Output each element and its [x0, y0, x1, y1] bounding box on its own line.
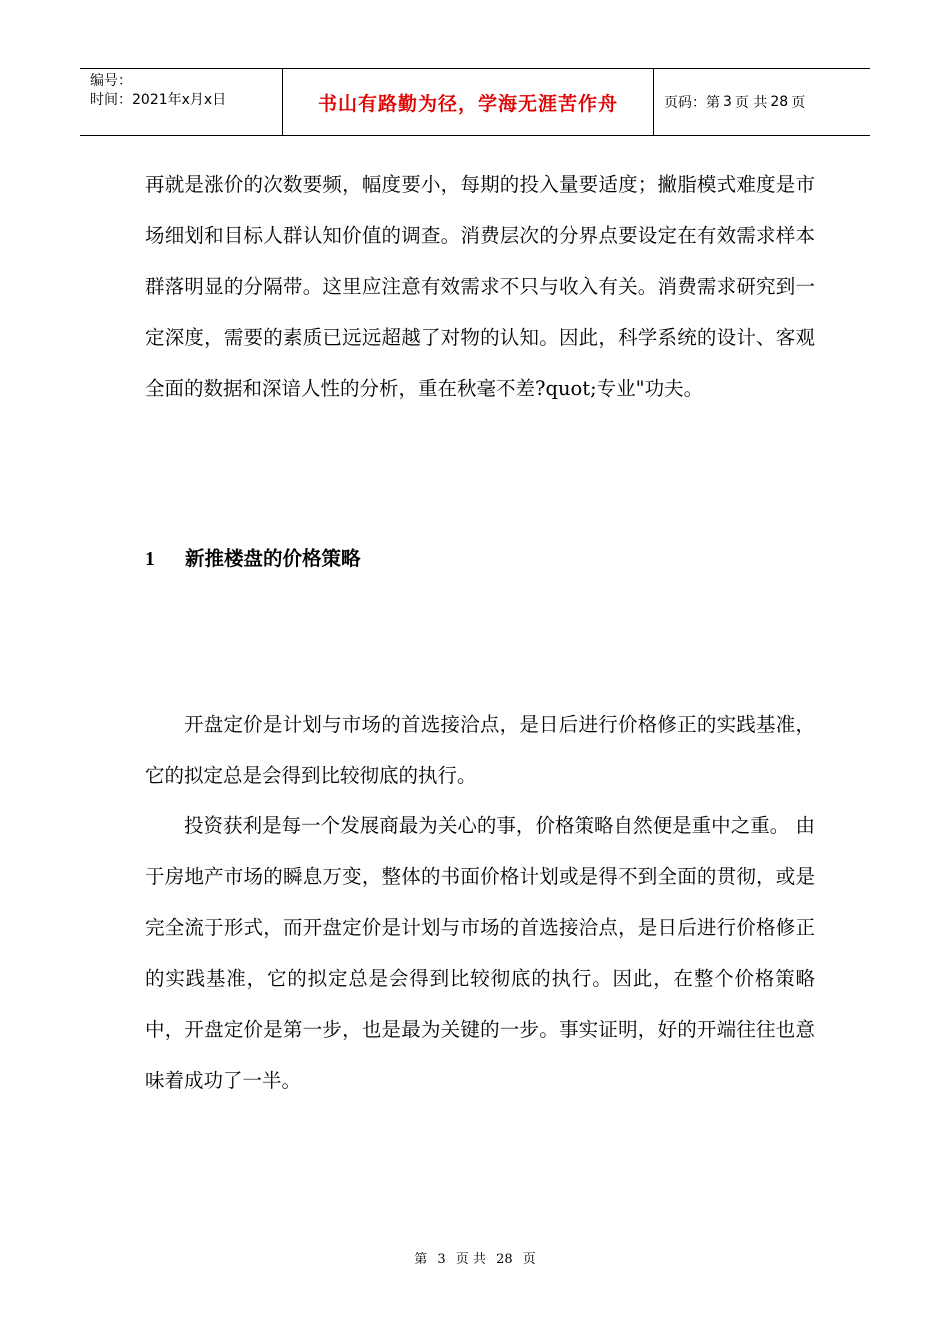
- footer-mid: 页 共: [455, 1252, 486, 1267]
- page-header: [80, 68, 870, 136]
- section-heading: [145, 543, 361, 571]
- header-page-info: [654, 69, 870, 135]
- footer-suffix: 页: [522, 1252, 536, 1267]
- paragraph-2: 开盘定价是计划与市场的首选接洽点，是日后进行价格修正的实践基准，它的拟定总是会得到比较彻底的执行。: [145, 713, 815, 787]
- page-footer: [0, 1248, 950, 1267]
- header-motto: 书山有路勤为径，学海无涯苦作舟: [282, 69, 654, 135]
- page-current: 3: [723, 94, 732, 110]
- paragraph-3: 投资获利是每一个发展商最为关心的事，价格策略自然便是重中之重。 由于房地产市场的瞬息万变，整体的书面价格计划或是得不到全面的贯彻，或是完全流于形式，而开盘定价是计划与市场的首选接洽点，是日后进行价格修正的实践基准，它的拟定总是会得到比较彻底的执行。因此，在整个价格策略中，开盘定价是第一步，也是最为关键的一步。事实证明，好的开端往往也意味着成功了一半。: [145, 814, 815, 1092]
- paragraph-1: 再就是涨价的次数要频，幅度要小，每期的投入量要适度；撇脂模式难度是市场细划和目标人群认知价值的调查。消费层次的分界点要设定在有效需求样本群落明显的分隔带。这里应注意有效需求不只与收入有关。消费需求研究到一定深度，需要的素质已远远超越了对物的认知。因此，科学系统的设计、客观全面的数据和深谙人性的分析，重在秋毫不差?quot;专业"功夫。: [145, 173, 815, 400]
- section-title: 新推楼盘的价格策略: [185, 547, 361, 570]
- page-total: 28: [770, 94, 789, 110]
- date-line: 时间：2021年x月x日: [90, 92, 227, 108]
- page-mid: 页 共: [734, 95, 768, 111]
- page-prefix: 页码：第: [664, 95, 720, 111]
- footer-current: 3: [437, 1252, 446, 1267]
- section-number: 1: [145, 549, 155, 570]
- footer-total: 28: [496, 1252, 513, 1267]
- footer-prefix: 第: [414, 1252, 428, 1267]
- page-suffix: 页: [791, 95, 806, 111]
- header-meta: [80, 69, 282, 135]
- serial-label: 编号：: [90, 73, 132, 89]
